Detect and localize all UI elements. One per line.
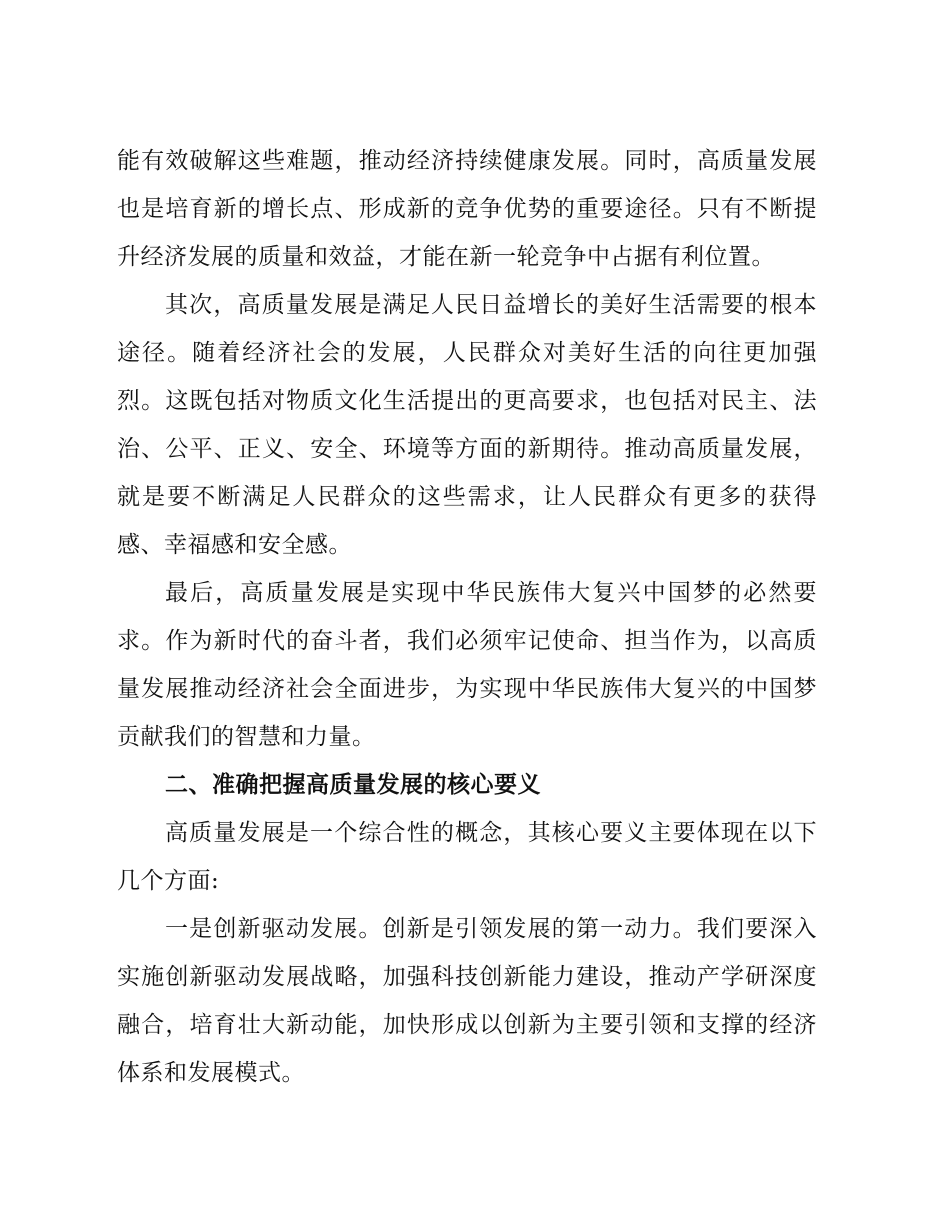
paragraph-innovation: 一是创新驱动发展。创新是引领发展的第一动力。我们要深入实施创新驱动发展战略，加强科技创新能力建设，推动产学研深度融合，培育壮大新动能，加快形成以创新为主要引领和支撑的经济体系和发展模式。 bbox=[117, 916, 817, 1086]
document-body bbox=[117, 137, 817, 1097]
paragraph-finally: 最后，高质量发展是实现中华民族伟大复兴中国梦的必然要求。作为新时代的奋斗者，我们必须牢记使命、担当作为，以高质量发展推动经济社会全面进步，为实现中华民族伟大复兴的中国梦贡献我们的智慧和力量。 bbox=[117, 580, 817, 750]
paragraph-secondly: 其次，高质量发展是满足人民日益增长的美好生活需要的根本途径。随着经济社会的发展，人民群众对美好生活的向往更加强烈。这既包括对物质文化生活提出的更高要求，也包括对民主、法治、公平、正义、安全、环境等方面的新期待。推动高质量发展，就是要不断满足人民群众的这些需求，让人民群众有更多的获得感、幸福感和安全感。 bbox=[117, 292, 817, 558]
section-heading: 二、准确把握高质量发展的核心要义 bbox=[165, 772, 541, 798]
paragraph-core-meaning: 高质量发展是一个综合性的概念，其核心要义主要体现在以下几个方面: bbox=[117, 820, 817, 894]
paragraph-continuation: 能有效破解这些难题，推动经济持续健康发展。同时，高质量发展也是培育新的增长点、形成新的竞争优势的重要途径。只有不断提升经济发展的质量和效益，才能在新一轮竞争中占据有利位置。 bbox=[117, 148, 817, 270]
